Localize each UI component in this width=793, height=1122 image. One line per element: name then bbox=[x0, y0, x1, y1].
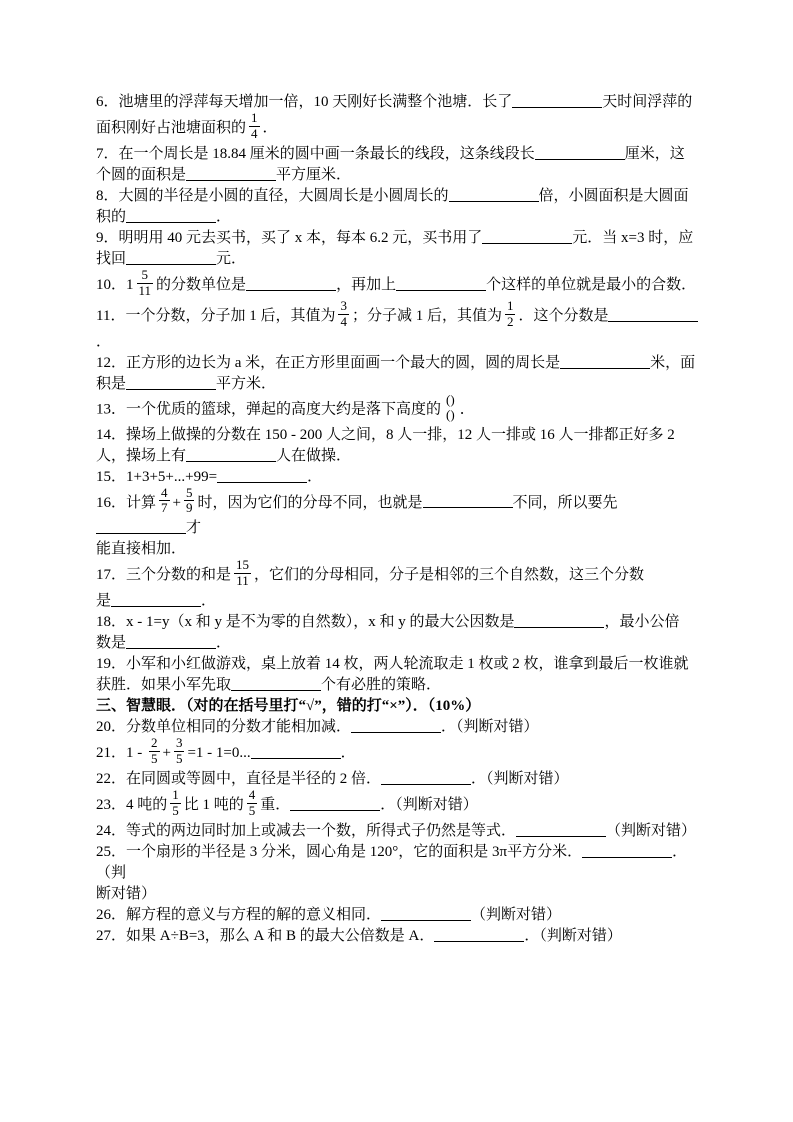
answer-blank bbox=[186, 449, 276, 462]
question-text: 20．分数单位相同的分数才能相加减． bbox=[96, 719, 352, 736]
question-text: 元． bbox=[216, 250, 247, 267]
question-text: ． bbox=[96, 333, 112, 350]
question-text: 数是 bbox=[96, 635, 127, 652]
question-text: ．（判断对错） bbox=[441, 719, 539, 736]
fraction bbox=[174, 736, 185, 767]
question-text: 断对错） bbox=[96, 886, 157, 902]
question-text: ．（判 bbox=[96, 844, 688, 881]
answer-blank bbox=[396, 278, 486, 291]
fraction-numerator: 4 bbox=[161, 484, 168, 500]
question-text: 是 bbox=[96, 593, 112, 610]
fraction-denominator: 7 bbox=[161, 500, 168, 516]
question-text: ．（判断对错） bbox=[471, 771, 569, 788]
fraction-denominator: () bbox=[446, 406, 455, 422]
question-12 bbox=[96, 353, 705, 395]
question-25 bbox=[96, 842, 705, 905]
question-text: 能直接相加． bbox=[96, 541, 187, 558]
fraction-numerator: 1 bbox=[506, 297, 514, 313]
question-text: 重． bbox=[260, 797, 291, 813]
answer-blank bbox=[423, 495, 513, 508]
answer-blank bbox=[351, 720, 441, 733]
question-text: 16．计算 bbox=[96, 494, 157, 511]
fraction bbox=[184, 486, 195, 517]
question-11 bbox=[96, 297, 705, 353]
question-text: 13．一个优质的篮球，弹起的高度大约是落下高度的 bbox=[96, 401, 442, 417]
plus-sign: + bbox=[172, 494, 181, 511]
fraction bbox=[505, 299, 516, 330]
plus-sign: + bbox=[162, 745, 171, 762]
question-text: 积的 bbox=[96, 208, 127, 225]
empty-parentheses-fraction bbox=[444, 393, 457, 423]
question-text: 22．在同圆或等圆中，直径是半径的 2 倍． bbox=[96, 771, 382, 788]
answer-blank bbox=[217, 470, 307, 483]
question-text: 23．4 吨的 bbox=[96, 797, 168, 813]
fraction-denominator: 5 bbox=[175, 751, 183, 767]
answer-blank bbox=[582, 845, 672, 858]
question-text: 21．1 - bbox=[96, 745, 146, 762]
question-6 bbox=[96, 92, 705, 144]
question-text: ． bbox=[262, 119, 278, 136]
question-text: 的分数单位是 bbox=[156, 276, 247, 293]
answer-blank bbox=[126, 636, 216, 649]
question-text: ．（判断对错） bbox=[380, 797, 478, 813]
answer-blank bbox=[535, 147, 625, 160]
fraction-numerator: 4 bbox=[248, 787, 256, 803]
question-text: 人，操场上有 bbox=[96, 447, 187, 464]
question-text: 24．等式的两边同时加上或减去一个数，所得式子仍然是等式． bbox=[96, 823, 517, 839]
fraction bbox=[159, 486, 170, 517]
question-text: 25．一个扇形的半径是 3 分米，圆心角是 120°，它的面积是 3π平方分米． bbox=[96, 844, 583, 860]
fraction-denominator: 11 bbox=[138, 282, 152, 298]
answer-blank bbox=[434, 929, 524, 942]
question-text: 7．在一个周长是 18.84 厘米的圆中画一条最长的线段，这条线段长 bbox=[96, 145, 535, 162]
question-text: =1 - 1=0... bbox=[187, 745, 251, 762]
question-text: （判断对错） bbox=[471, 907, 562, 923]
fraction bbox=[137, 268, 154, 299]
question-text: 找回 bbox=[96, 250, 127, 267]
question-text: ；分子减 1 后，其值为 bbox=[351, 307, 502, 324]
question-text: ． bbox=[201, 593, 217, 610]
fraction-denominator: 4 bbox=[340, 313, 347, 329]
question-text: 9．明明用 40 元去买书，买了 x 本，每本 6.2 元，买书用了 bbox=[96, 229, 483, 246]
question-text: 个有必胜的策略． bbox=[321, 677, 442, 694]
question-text: 14．操场上做操的分数在 150 - 200 人之间，8 人一排，12 人一排或 16 人一排都正好多 2 bbox=[96, 426, 675, 443]
fraction-numerator: () bbox=[446, 391, 455, 407]
question-text: 11．一个分数，分子加 1 后，其值为 bbox=[96, 307, 336, 324]
question-text: 12．正方形的边长为 a 米，在正方形里面画一个最大的圆，圆的周长是 bbox=[96, 354, 561, 371]
answer-blank bbox=[186, 168, 276, 181]
question-9 bbox=[96, 228, 705, 270]
fraction bbox=[249, 111, 260, 142]
answer-blank bbox=[231, 678, 321, 691]
question-text: 平方米． bbox=[216, 375, 277, 392]
fraction-denominator: 11 bbox=[234, 573, 251, 589]
question-text: 面积刚好占池塘面积的 bbox=[96, 119, 247, 136]
answer-blank bbox=[381, 908, 471, 921]
fraction-numerator: 2 bbox=[151, 735, 158, 751]
fraction-numerator: 1 bbox=[172, 787, 179, 803]
fraction-denominator: 5 bbox=[151, 751, 158, 767]
fraction-numerator: 5 bbox=[185, 484, 193, 500]
answer-blank bbox=[126, 210, 216, 223]
question-text: 27．如果 A÷B=3，那么 A 和 B 的最大公倍数是 A． bbox=[96, 928, 435, 944]
question-26 bbox=[96, 905, 705, 926]
question-13 bbox=[96, 391, 705, 425]
question-text: ．（判断对错） bbox=[524, 928, 622, 944]
answer-blank bbox=[251, 746, 341, 759]
question-text: ． bbox=[216, 208, 232, 225]
answer-blank bbox=[126, 252, 216, 265]
question-text: ． bbox=[216, 635, 232, 652]
fraction bbox=[247, 788, 258, 819]
question-text: （判断对错） bbox=[606, 823, 697, 839]
question-text: 才 bbox=[186, 520, 202, 537]
answer-blank bbox=[126, 377, 216, 390]
question-text: 元．当 x=3 时，应 bbox=[572, 229, 694, 246]
answer-blank bbox=[516, 824, 606, 837]
fraction-numerator: 1 bbox=[251, 110, 258, 125]
fraction-denominator: 4 bbox=[251, 125, 258, 141]
section-heading bbox=[96, 696, 705, 717]
fraction-denominator: 5 bbox=[172, 803, 179, 819]
question-18 bbox=[96, 612, 705, 654]
question-text: 15．1+3+5+...+99= bbox=[96, 468, 218, 485]
question-20 bbox=[96, 717, 705, 738]
question-text: 个圆的面积是 bbox=[96, 166, 187, 183]
question-10 bbox=[96, 266, 705, 301]
question-19 bbox=[96, 654, 705, 696]
question-text: 米，面 bbox=[650, 354, 696, 371]
answer-blank bbox=[290, 798, 380, 811]
question-text: 8．大圆的半径是小圆的直径，大圆周长是小圆周长的 bbox=[96, 187, 449, 204]
question-21 bbox=[96, 735, 705, 769]
question-text: 倍，小圆面积是大圆面 bbox=[538, 187, 689, 204]
question-text: 19．小军和小红做游戏，桌上放着 14 枚，两人轮流取走 1 枚或 2 枚，谁拿到最后一枚谁就 bbox=[96, 656, 689, 673]
fraction bbox=[338, 299, 349, 330]
fraction-numerator: 15 bbox=[236, 557, 250, 573]
fraction-denominator: 2 bbox=[506, 313, 514, 329]
question-text: 10．1 bbox=[96, 276, 134, 293]
question-text: ． bbox=[459, 401, 475, 417]
fraction bbox=[170, 788, 181, 819]
answer-blank bbox=[111, 594, 201, 607]
question-text: 平方厘米． bbox=[276, 166, 352, 183]
question-text: 比 1 吨的 bbox=[183, 797, 244, 813]
fraction bbox=[234, 558, 251, 589]
question-27 bbox=[96, 926, 705, 947]
answer-blank bbox=[246, 278, 336, 291]
question-text: 获胜．如果小军先取 bbox=[96, 677, 232, 694]
section-heading-text: 三、智慧眼．（对的在括号里打“√”，错的打“×”）．（10%） bbox=[96, 698, 481, 715]
question-text: 人在做操． bbox=[276, 447, 352, 464]
answer-blank bbox=[482, 231, 572, 244]
question-14 bbox=[96, 425, 705, 467]
question-text: 厘米，这 bbox=[624, 145, 685, 162]
question-text: ． bbox=[307, 468, 323, 485]
question-text: 6．池塘里的浮萍每天增加一倍，10 天刚好长满整个池塘．长了 bbox=[96, 94, 513, 110]
question-22 bbox=[96, 769, 705, 790]
question-text: ． bbox=[340, 745, 356, 762]
question-text: 时，因为它们的分母不同，也就是 bbox=[197, 494, 423, 511]
question-text: 个这样的单位就是最小的合数． bbox=[486, 276, 697, 293]
answer-blank bbox=[381, 772, 471, 785]
question-text: 18．x - 1=y（x 和 y 是不为零的自然数），x 和 y 的最大公因数是 bbox=[96, 614, 515, 631]
fraction-denominator: 9 bbox=[185, 500, 193, 516]
question-16 bbox=[96, 484, 705, 561]
question-text: 26．解方程的意义与方程的解的意义相同． bbox=[96, 907, 382, 923]
answer-blank bbox=[560, 356, 650, 369]
question-17 bbox=[96, 557, 705, 612]
fraction-numerator: 3 bbox=[175, 735, 183, 751]
question-text: 积是 bbox=[96, 375, 127, 392]
fraction-denominator: 5 bbox=[248, 803, 256, 819]
answer-blank bbox=[96, 521, 186, 534]
question-24 bbox=[96, 821, 705, 842]
fraction bbox=[149, 736, 160, 767]
question-text: 天时间浮萍的 bbox=[602, 94, 693, 110]
fraction-numerator: 3 bbox=[340, 297, 347, 313]
fraction-numerator: 5 bbox=[141, 266, 149, 282]
question-23 bbox=[96, 787, 705, 821]
question-text: ，最小公倍 bbox=[604, 614, 680, 631]
question-text: 不同，所以要先 bbox=[512, 494, 618, 511]
answer-blank bbox=[514, 615, 604, 628]
answer-blank bbox=[608, 309, 698, 322]
answer-blank bbox=[449, 189, 539, 202]
question-7 bbox=[96, 144, 705, 186]
question-text: 17．三个分数的和是 bbox=[96, 567, 232, 584]
question-text: ，再加上 bbox=[336, 276, 397, 293]
question-text: ，它们的分母相同，分子是相邻的三个自然数，这三个分数 bbox=[254, 567, 645, 584]
question-8 bbox=[96, 186, 705, 228]
question-text: ．这个分数是 bbox=[518, 307, 609, 324]
answer-blank bbox=[512, 95, 602, 108]
